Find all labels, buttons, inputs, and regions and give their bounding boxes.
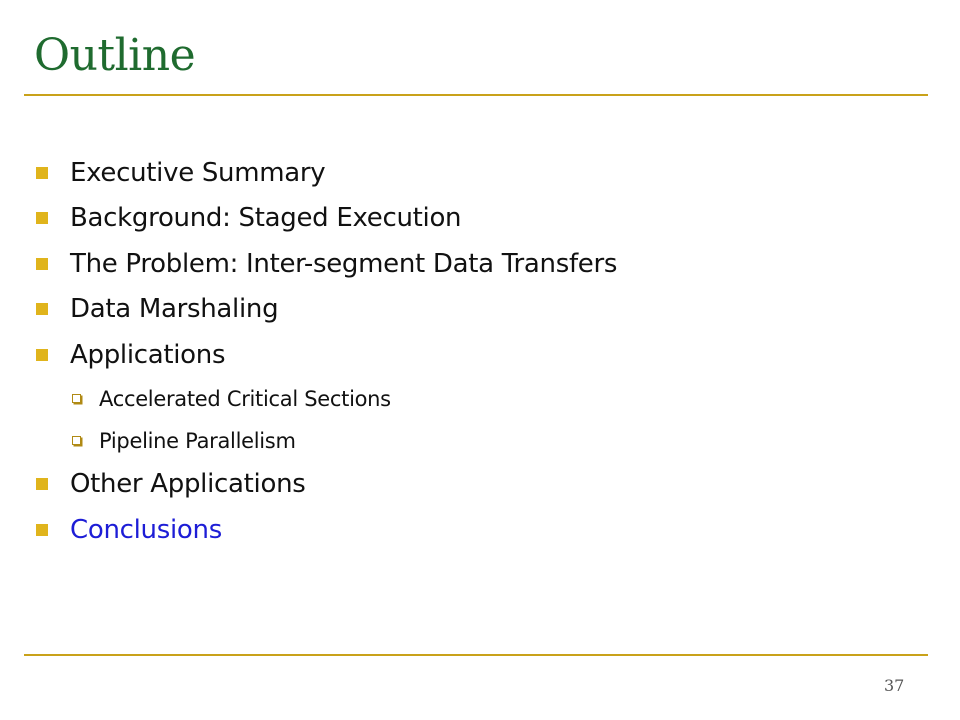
slide-title: Outline: [34, 30, 196, 81]
hollow-square-bullet-icon: [72, 436, 81, 445]
hollow-square-bullet-icon: [72, 394, 81, 403]
square-bullet-icon: [36, 349, 48, 361]
outline-subitem-label: Accelerated Critical Sections: [99, 386, 391, 411]
outline-item-label: The Problem: Inter-segment Data Transfers: [70, 248, 618, 279]
outline-item-problem: [36, 241, 617, 287]
outline-item-data-marshaling: [36, 287, 617, 333]
outline-item-applications: [36, 332, 617, 378]
title-divider: [24, 94, 928, 96]
outline-item-label: Applications: [70, 339, 226, 370]
outline-subitem-label: Pipeline Parallelism: [99, 428, 296, 453]
outline-subitem-pipeline: [36, 420, 617, 462]
outline-item-label: Data Marshaling: [70, 294, 279, 325]
footer-divider: [24, 654, 928, 656]
square-bullet-icon: [36, 524, 48, 536]
outline-item-label: Conclusions: [70, 514, 222, 545]
outline-item-executive-summary: [36, 150, 617, 196]
outline-list: [36, 150, 617, 553]
outline-subitem-acs: [36, 378, 617, 420]
square-bullet-icon: [36, 212, 48, 224]
square-bullet-icon: [36, 478, 48, 490]
outline-item-background: [36, 196, 617, 242]
square-bullet-icon: [36, 167, 48, 179]
page-number: 37: [884, 676, 905, 695]
outline-item-other-applications: [36, 462, 617, 508]
outline-item-label: Background: Staged Execution: [70, 203, 462, 234]
outline-item-label: Other Applications: [70, 469, 306, 500]
outline-item-conclusions: [36, 507, 617, 553]
square-bullet-icon: [36, 258, 48, 270]
outline-item-label: Executive Summary: [70, 157, 326, 188]
square-bullet-icon: [36, 303, 48, 315]
